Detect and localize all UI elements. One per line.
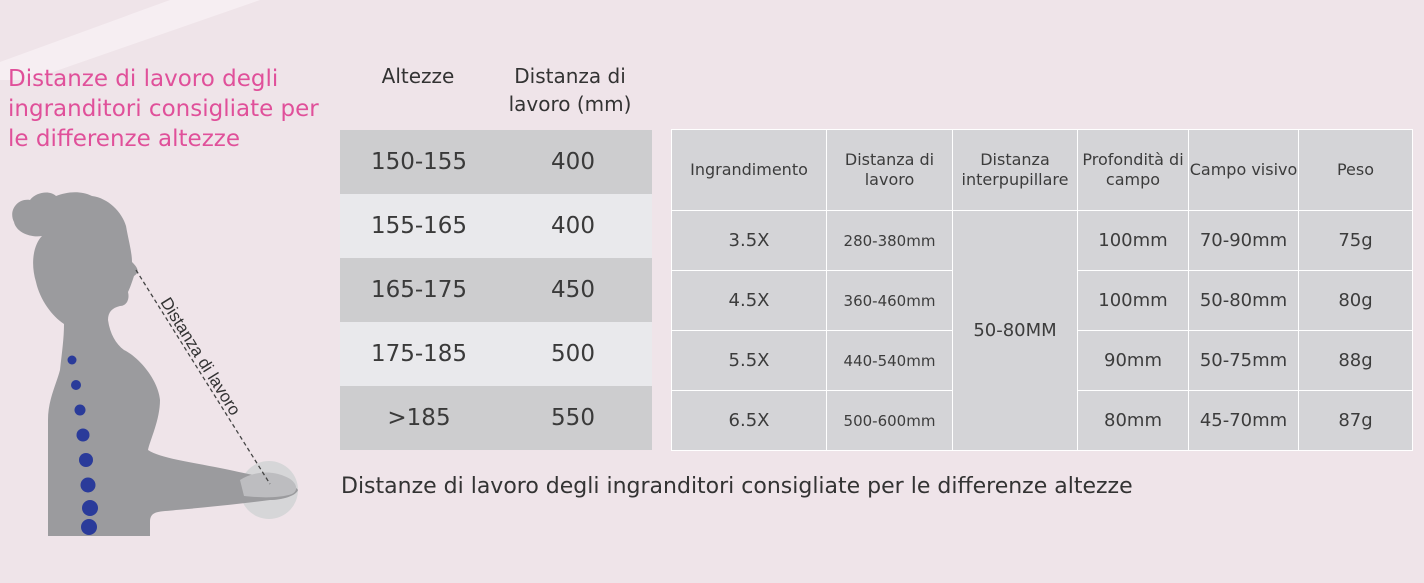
header-distanza-interpupillare: Distanza interpupillare — [953, 130, 1078, 211]
altezza-cell: 175-185 — [370, 341, 468, 367]
header-peso: Peso — [1299, 130, 1413, 211]
caption: Distanze di lavoro degli ingranditori consigliate per le differenze altezze — [341, 474, 1133, 499]
distanza-cell: 450 — [551, 277, 595, 303]
campo-cell: 70-90mm — [1189, 211, 1299, 271]
distanza-cell: 550 — [551, 405, 595, 431]
spine-dot — [75, 405, 86, 416]
peso-cell: 87g — [1299, 391, 1413, 451]
profondita-cell: 100mm — [1078, 271, 1189, 331]
interpupillare-cell: 50-80MM — [953, 211, 1078, 451]
spec-header-row — [672, 130, 1413, 211]
campo-cell: 50-75mm — [1189, 331, 1299, 391]
peso-cell: 80g — [1299, 271, 1413, 331]
ingrandimento-cell: 6.5X — [672, 391, 827, 451]
distanza-cell: 400 — [551, 149, 595, 175]
spec-table — [671, 129, 1413, 451]
header-ingrandimento: Ingrandimento — [672, 130, 827, 211]
profondita-cell: 80mm — [1078, 391, 1189, 451]
ingrandimento-cell: 5.5X — [672, 331, 827, 391]
campo-cell: 50-80mm — [1189, 271, 1299, 331]
spine-dot — [81, 519, 97, 535]
altezza-cell: >185 — [387, 405, 451, 431]
altezza-cell: 155-165 — [370, 213, 468, 239]
header-campo-visivo: Campo visivo — [1189, 130, 1299, 211]
header-distanza-lavoro: Distanza di lavoro — [827, 130, 953, 211]
peso-cell: 75g — [1299, 211, 1413, 271]
table-row — [340, 258, 652, 322]
table-row — [672, 211, 1413, 271]
posture-illustration — [0, 190, 320, 550]
altezza-cell: 165-175 — [370, 277, 468, 303]
table-row — [340, 130, 652, 194]
ingrandimento-cell: 4.5X — [672, 271, 827, 331]
distanza-cell: 400 — [551, 213, 595, 239]
header-distanza-lavoro: Distanza di lavoro (mm) — [508, 64, 632, 116]
distanza-cell: 440-540mm — [827, 331, 953, 391]
campo-cell: 45-70mm — [1189, 391, 1299, 451]
altezza-cell: 150-155 — [370, 149, 468, 175]
spine-dot — [68, 356, 77, 365]
profondita-cell: 100mm — [1078, 211, 1189, 271]
peso-cell: 88g — [1299, 331, 1413, 391]
distanza-cell: 360-460mm — [827, 271, 953, 331]
header-altezze: Altezze — [381, 64, 455, 88]
table-row — [340, 386, 652, 450]
spine-dot — [71, 380, 81, 390]
spine-dot — [79, 453, 93, 467]
table-row — [340, 194, 652, 258]
profondita-cell: 90mm — [1078, 331, 1189, 391]
heights-table — [340, 130, 652, 450]
side-title: Distanze di lavoro degli ingranditori consigliate per le differenze altezze — [8, 66, 319, 152]
distanza-cell: 280-380mm — [827, 211, 953, 271]
distanza-cell: 500-600mm — [827, 391, 953, 451]
distance-label: Distanza di lavoro — [156, 294, 245, 419]
ingrandimento-cell: 3.5X — [672, 211, 827, 271]
spine-dot — [81, 478, 96, 493]
distanza-cell: 500 — [551, 341, 595, 367]
spine-dot — [77, 429, 90, 442]
spine-dot — [82, 500, 98, 516]
header-profondita-campo: Profondità di campo — [1078, 130, 1189, 211]
heights-table-header — [340, 62, 652, 128]
table-row — [340, 322, 652, 386]
